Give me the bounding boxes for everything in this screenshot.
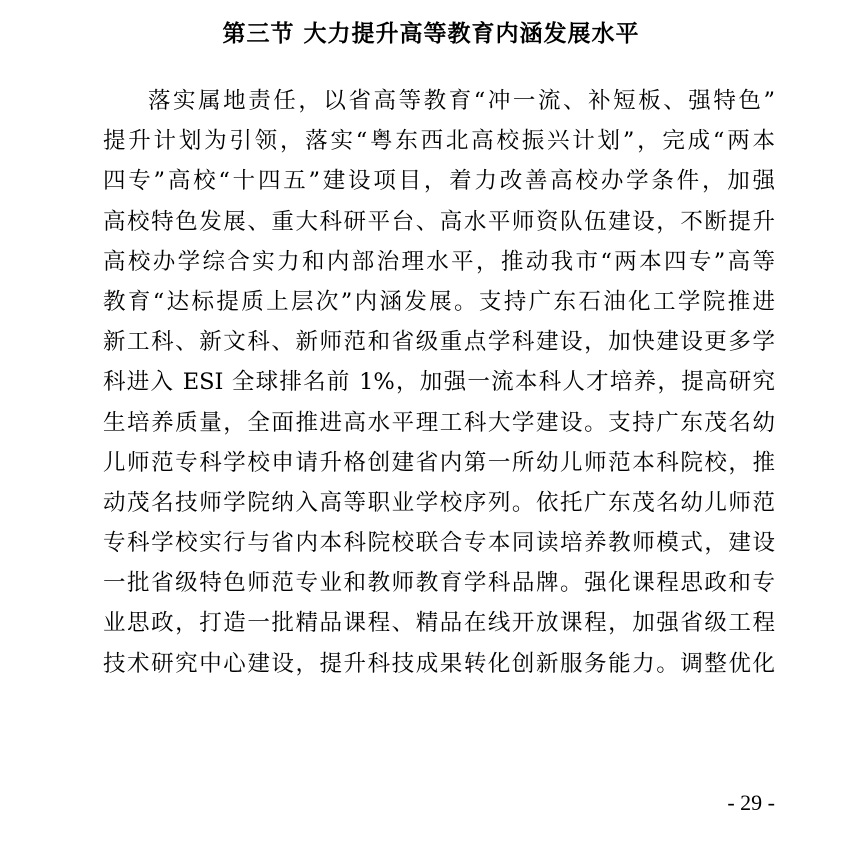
paragraph-line: 一批省级特色师范专业和教师教育学科品牌。强化课程思政和专 xyxy=(103,570,775,597)
paragraph-line: 提升计划为引领，落实“粤东西北高校振兴计划”，完成“两本 xyxy=(103,128,775,155)
body-paragraph xyxy=(103,81,775,684)
paragraph-line: 儿师范专科学校申请升格创建省内第一所幼儿师范本科院校，推 xyxy=(103,449,775,476)
paragraph-line: 新工科、新文科、新师范和省级重点学科建设，加快建设更多学 xyxy=(103,329,775,356)
paragraph-line: 科进入 ESI 全球排名前 1%，加强一流本科人才培养，提高研究 xyxy=(103,369,775,396)
paragraph-line: 专科学校实行与省内本科院校联合专本同读培养教师模式，建设 xyxy=(103,530,775,557)
paragraph-line: 教育“达标提质上层次”内涵发展。支持广东石油化工学院推进 xyxy=(103,288,775,315)
paragraph-line: 技术研究中心建设，提升科技成果转化创新服务能力。调整优化 xyxy=(103,650,775,677)
page-number: - 29 - xyxy=(727,790,775,815)
paragraph-line: 生培养质量，全面推进高水平理工科大学建设。支持广东茂名幼 xyxy=(103,409,775,436)
paragraph-line: 高校办学综合实力和内部治理水平，推动我市“两本四专”高等 xyxy=(103,248,775,275)
section-heading: 第三节 大力提升高等教育内涵发展水平 xyxy=(222,21,640,47)
paragraph-line: 业思政，打造一批精品课程、精品在线开放课程，加强省级工程 xyxy=(103,610,775,637)
paragraph-line: 四专”高校“十四五”建设项目，着力改善高校办学条件，加强 xyxy=(103,168,775,195)
paragraph-line: 动茂名技师学院纳入高等职业学校序列。依托广东茂名幼儿师范 xyxy=(103,489,775,516)
paragraph-line: 落实属地责任，以省高等教育“冲一流、补短板、强特色” xyxy=(148,88,775,114)
paragraph-line: 高校特色发展、重大科研平台、高水平师资队伍建设，不断提升 xyxy=(103,208,775,235)
